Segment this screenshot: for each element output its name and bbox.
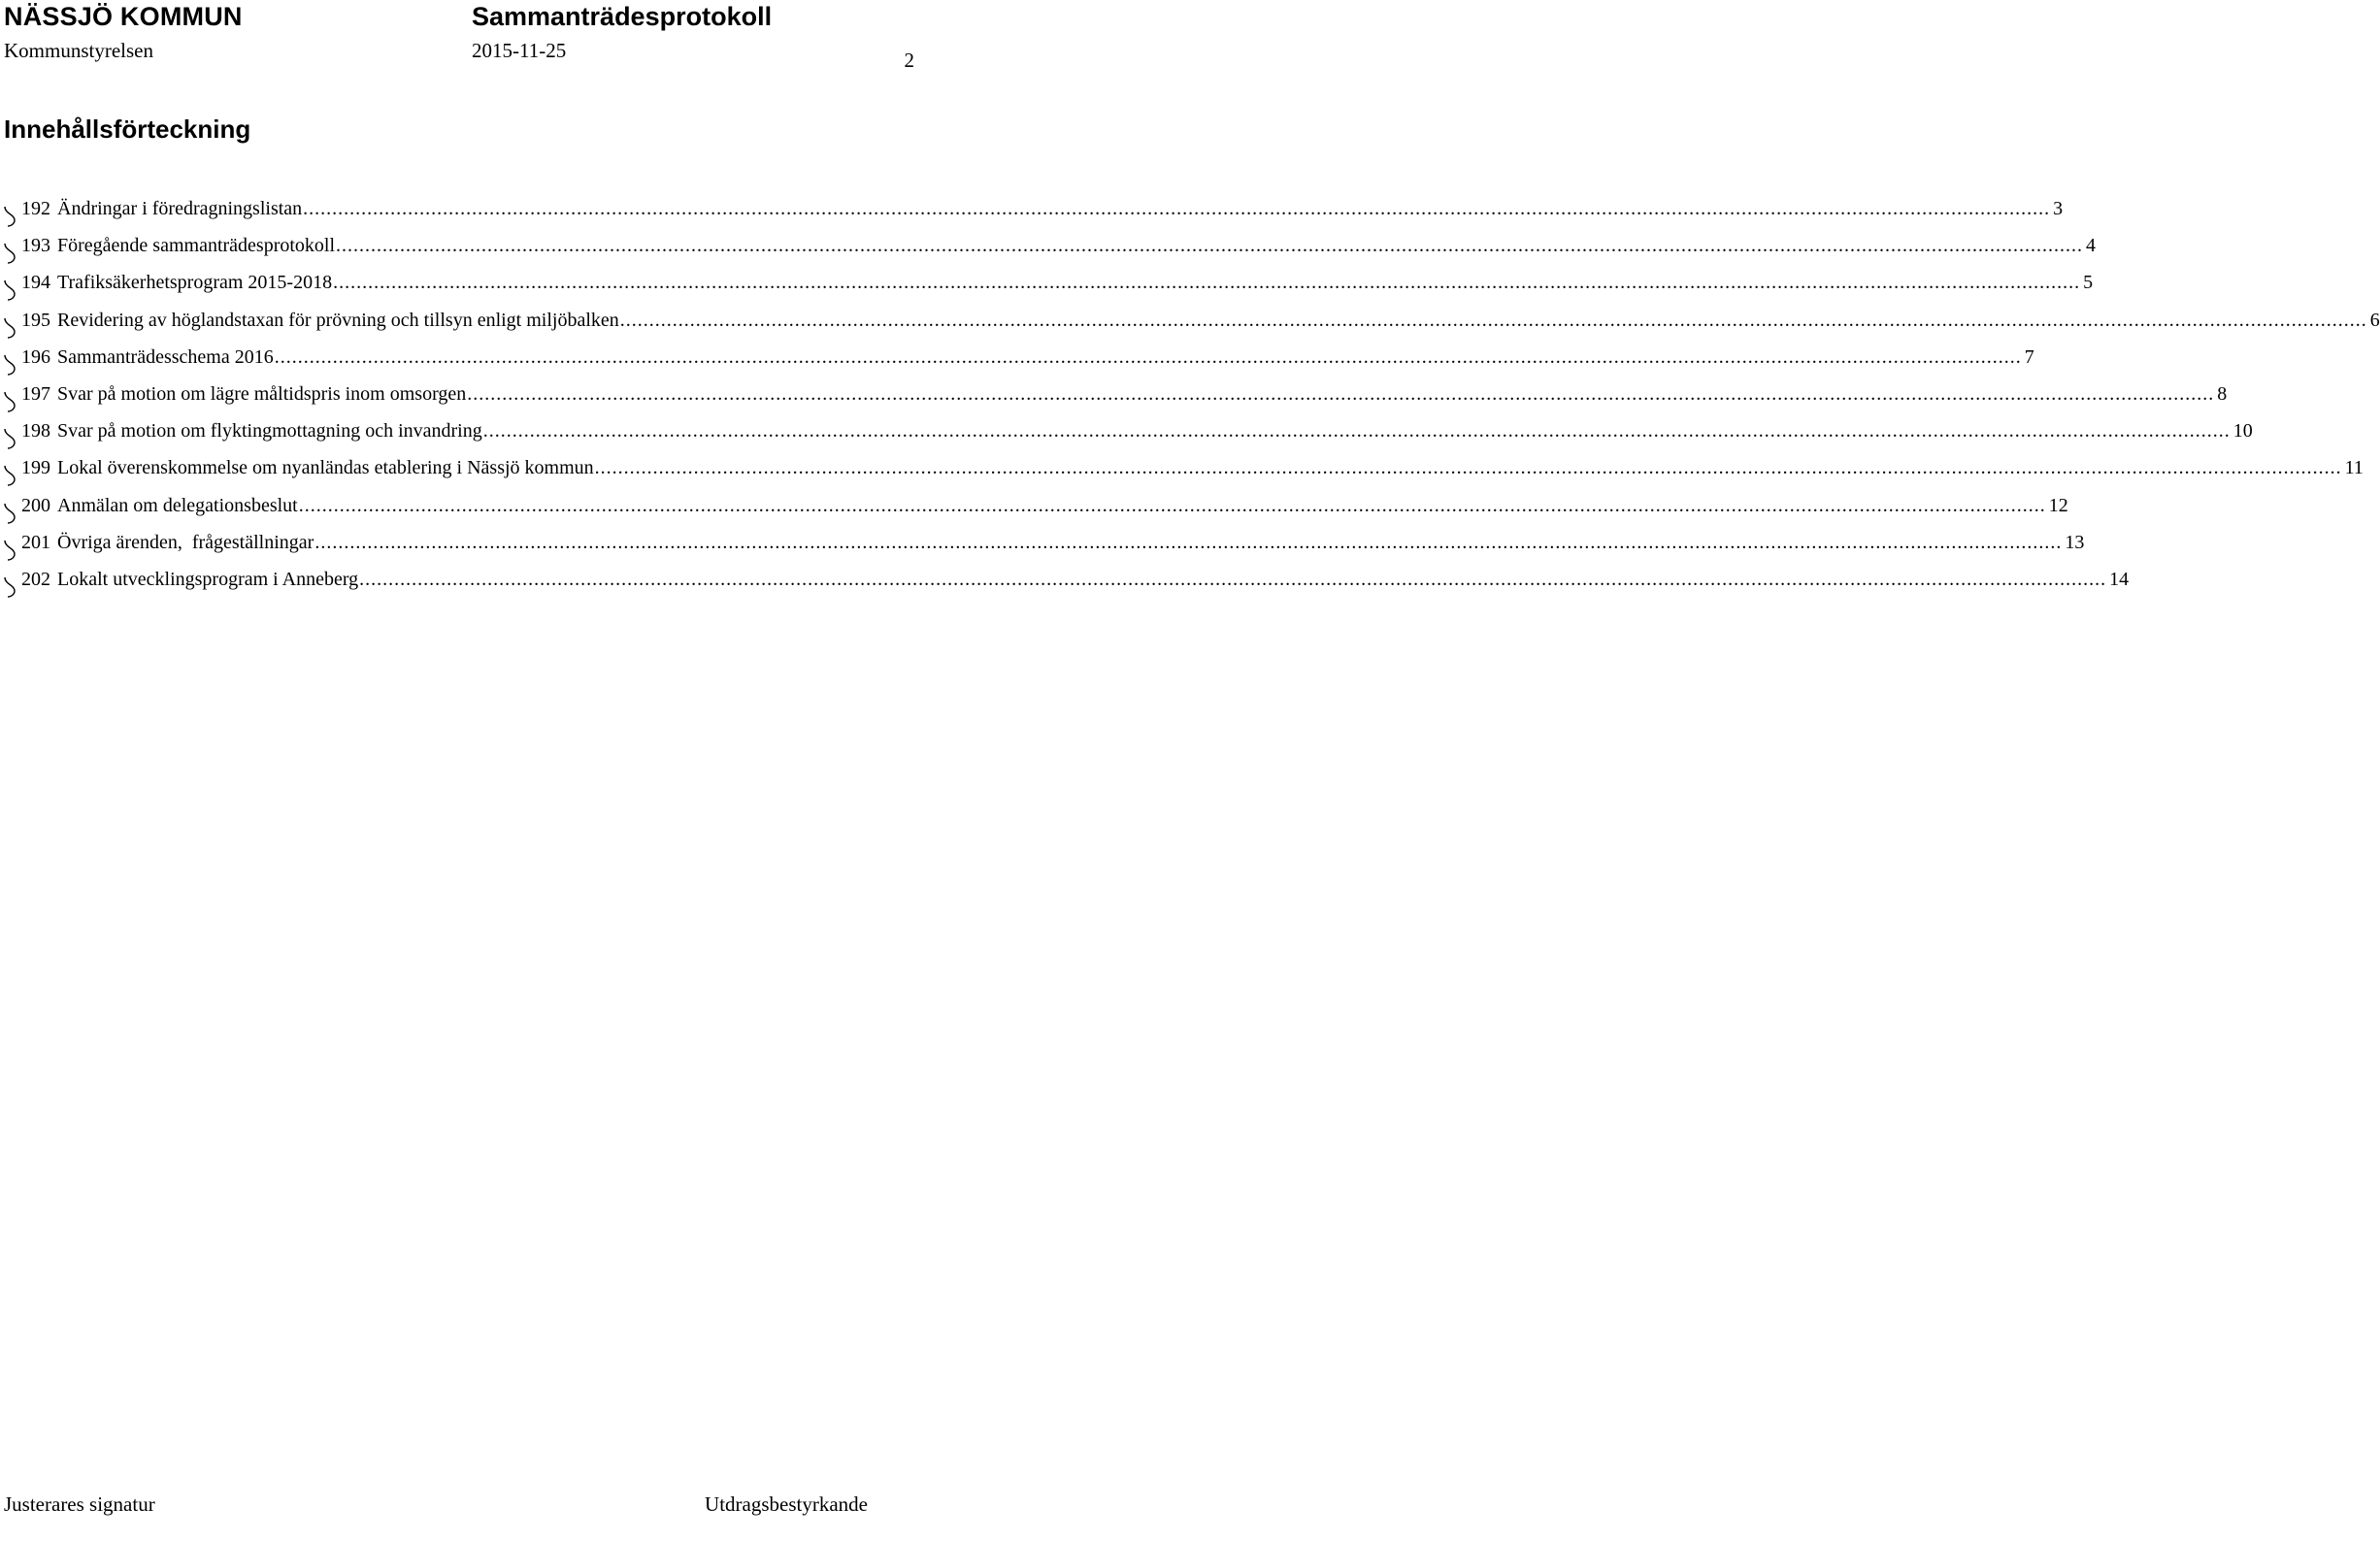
toc-entry-page: 14 [2109, 568, 2130, 590]
toc-entry-page: 11 [2344, 457, 2363, 479]
dot-leader: ............................................................................................................................................................................................................................................................................................................ [467, 382, 2215, 405]
toc-entry[interactable] [0, 420, 2253, 457]
page-number: 2 [904, 49, 914, 72]
toc-entry[interactable] [0, 198, 2064, 235]
paragraph-mark-icon [2, 539, 19, 562]
paragraph-mark-icon [2, 242, 19, 265]
toc-entry-number: 193 [21, 235, 50, 257]
toc-entry-title: Övriga ärenden, frågeställningar [57, 531, 314, 553]
toc-entry-page: 8 [2217, 382, 2228, 405]
toc-entry-page: 6 [2369, 309, 2380, 331]
toc-entry[interactable] [0, 235, 2097, 272]
paragraph-mark-icon [2, 353, 19, 377]
organization-name: NÄSSJÖ KOMMUN [4, 2, 243, 31]
toc-list [0, 198, 2380, 606]
toc-entry-number: 196 [21, 345, 50, 368]
toc-entry-number: 198 [21, 420, 50, 443]
toc-entry-title: Revidering av höglandstaxan för prövning och tillsyn enligt miljöbalken [57, 309, 619, 331]
dot-leader: ............................................................................................................................................................................................................................................................................................................ [298, 494, 2046, 516]
toc-entry-number: 200 [21, 494, 50, 516]
toc-entry-number: 199 [21, 457, 50, 479]
toc-entry-title: Lokalt utvecklingsprogram i Anneberg [57, 568, 359, 590]
paragraph-mark-icon [2, 390, 19, 413]
toc-entry-title: Sammanträdesschema 2016 [57, 345, 274, 368]
footer-signature-label: Justerares signatur [4, 1492, 155, 1516]
toc-entry[interactable] [0, 494, 2068, 532]
paragraph-mark-icon [2, 316, 19, 340]
toc-entry-page: 12 [2048, 494, 2068, 516]
dot-leader: ............................................................................................................................................................................................................................................................................................................ [482, 420, 2231, 443]
paragraph-mark-icon [2, 279, 19, 302]
toc-entry-number: 201 [21, 531, 50, 553]
paragraph-mark-icon [2, 464, 19, 487]
dot-leader: ............................................................................................................................................................................................................................................................................................................ [336, 235, 2084, 257]
toc-entry-title: Anmälan om delegationsbeslut [57, 494, 298, 516]
dot-leader: ............................................................................................................................................................................................................................................................................................................ [619, 309, 2367, 331]
paragraph-mark-icon [2, 502, 19, 525]
toc-entry-title: Trafiksäkerhetsprogram 2015-2018 [57, 272, 333, 294]
meeting-date: 2015-11-25 [472, 39, 567, 62]
toc-entry-number: 194 [21, 272, 50, 294]
toc-entry-page: 5 [2083, 272, 2094, 294]
dot-leader: ............................................................................................................................................................................................................................................................................................................ [333, 272, 2081, 294]
toc-entry-title: Lokal överenskommelse om nyanländas etablering i Nässjö kommun [57, 457, 594, 479]
department-name: Kommunstyrelsen [4, 39, 153, 62]
paragraph-mark-icon [2, 427, 19, 450]
document-type: Sammanträdesprotokoll [472, 2, 773, 31]
toc-entry-title: Ändringar i föredragningslistan [57, 198, 303, 219]
paragraph-mark-icon [2, 575, 19, 599]
paragraph-mark-icon [2, 205, 19, 228]
toc-entry[interactable] [0, 531, 2085, 569]
toc-entry-title: Svar på motion om lägre måltidspris inom omsorgen [57, 382, 467, 405]
toc-entry-page: 4 [2086, 235, 2097, 257]
toc-entry[interactable] [0, 568, 2130, 606]
toc-entry-number: 195 [21, 309, 50, 331]
toc-entry-number: 192 [21, 198, 50, 219]
footer-certification-label: Utdragsbestyrkande [705, 1492, 868, 1516]
toc-entry-title: Föregående sammanträdesprotokoll [57, 235, 336, 257]
toc-entry-page: 10 [2232, 420, 2253, 443]
toc-entry-page: 7 [2024, 345, 2034, 368]
toc-entry-page: 3 [2053, 198, 2064, 219]
toc-entry[interactable] [0, 345, 2034, 383]
toc-entry-number: 202 [21, 568, 50, 590]
toc-entry-title: Svar på motion om flyktingmottagning och invandring [57, 420, 482, 443]
toc-entry[interactable] [0, 457, 2363, 494]
toc-entry-page: 13 [2065, 531, 2085, 553]
toc-entry[interactable] [0, 382, 2228, 420]
toc-entry[interactable] [0, 272, 2094, 309]
toc-title: Innehållsförteckning [4, 115, 251, 144]
toc-entry-number: 197 [21, 382, 50, 405]
dot-leader: ............................................................................................................................................................................................................................................................................................................ [303, 198, 2051, 219]
dot-leader: ............................................................................................................................................................................................................................................................................................................ [359, 568, 2107, 590]
toc-entry[interactable] [0, 309, 2380, 346]
dot-leader: ............................................................................................................................................................................................................................................................................................................ [314, 531, 2063, 553]
dot-leader: ............................................................................................................................................................................................................................................................................................................ [594, 457, 2342, 479]
dot-leader: ............................................................................................................................................................................................................................................................................................................ [274, 345, 2022, 368]
